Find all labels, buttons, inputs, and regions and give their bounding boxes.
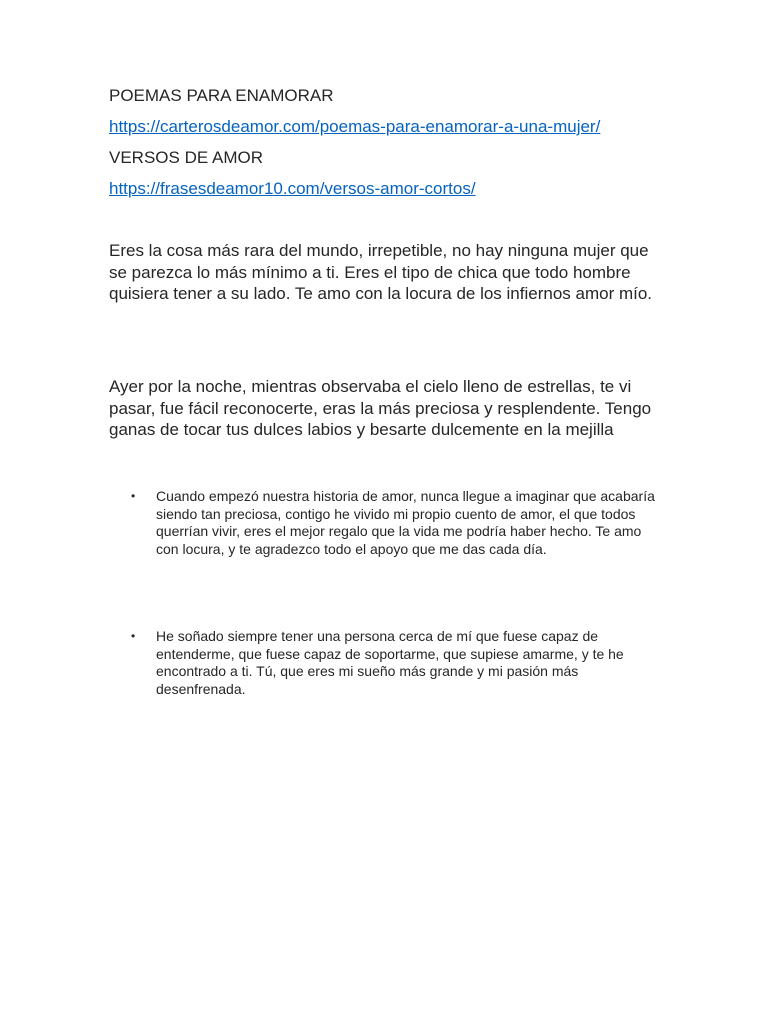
paragraph-eres: Eres la cosa más rara del mundo, irrepetible, no hay ninguna mujer que se parezca lo más mínimo a ti. Eres el tipo de chica que todo hombre quisiera tener a su lado. Te amo con la locura de los infiernos amor mío.	[109, 241, 653, 303]
bullet-icon: •	[131, 629, 136, 643]
list-item	[128, 628, 662, 698]
link-poemas[interactable]: https://carterosdeamor.com/poemas-para-enamorar-a-una-mujer/	[109, 117, 601, 136]
list-item-text: Cuando empezó nuestra historia de amor, nunca llegue a imaginar que acabaría siendo tan preciosa, contigo he vivido mi propio cuento de amor, el que todos querrían vivir, eres el mejor regalo que la vida me podría haber hecho. Te amo con locura, y te agradezco todo el apoyo que me das cada día.	[156, 488, 655, 557]
bullet-list-2	[128, 628, 662, 698]
list-item-text: He soñado siempre tener una persona cerca de mí que fuese capaz de entenderme, que fuese capaz de soportarme, que supiese amarme, y te he encontrado a ti. Tú, que eres mi sueño más grande y mi pasión más desenfrenada.	[156, 628, 624, 697]
bullet-icon: •	[131, 489, 136, 503]
link-versos[interactable]: https://frasesdeamor10.com/versos-amor-cortos/	[109, 179, 476, 198]
list-item	[128, 488, 662, 558]
heading-versos: VERSOS DE AMOR	[109, 148, 263, 167]
bullet-list-1	[128, 488, 662, 558]
heading-poemas: POEMAS PARA ENAMORAR	[109, 86, 334, 105]
paragraph-ayer: Ayer por la noche, mientras observaba el cielo lleno de estrellas, te vi pasar, fue fácil reconocerte, eras la más preciosa y resplendente. Tengo ganas de tocar tus dulces labios y besarte dulcemente en la mejilla	[109, 377, 652, 439]
